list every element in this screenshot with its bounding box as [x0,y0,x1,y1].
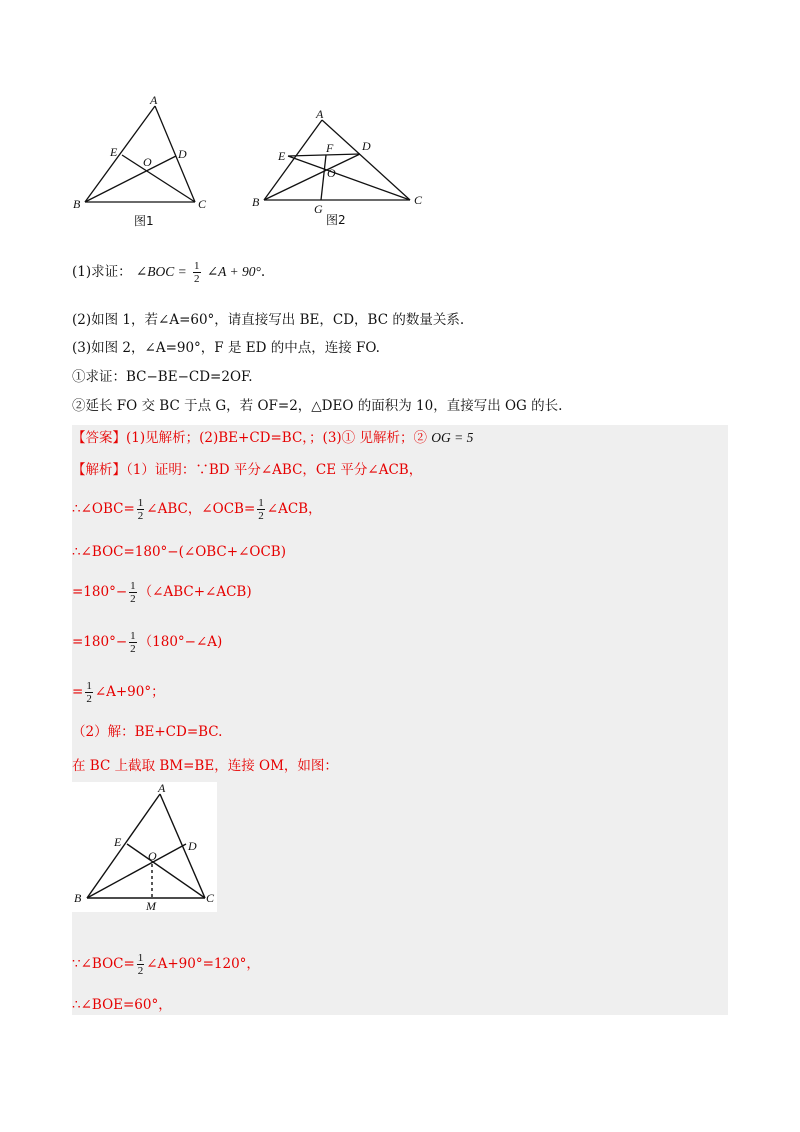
fraction-half: $\frac{1}{2}$ [258,497,264,522]
label-E: E [114,835,122,849]
question-1-prefix: (1)求证： [72,264,132,280]
question-3-part-2: ②延长 FO 交 BC 于点 G，若 OF=2，△DEO 的面积为 10，直接写出 OG 的长. [72,398,563,414]
question-3: (3)如图 2，∠A=90°，F 是 ED 的中点，连接 FO. [72,340,380,356]
question-1-rhs: ∠A + 90° [206,264,261,279]
label-C: C [414,193,423,207]
analysis-line-7: （2）解：BE+CD=BC. [72,724,223,740]
figure-1-caption: 图1 [134,214,154,228]
label-D: D [362,139,371,153]
fraction-half: $\frac{1}{2}$ [86,680,92,705]
fraction-half: $\frac{1}{2}$ [137,952,144,977]
analysis-label: 【解析】 [72,462,126,478]
analysis-line-2: ∴∠OBC= $\frac{1}{2}$ ∠ABC，∠OCB= $\frac{1}{2}$ ∠ACB， [72,497,322,522]
figure-2 [250,100,440,235]
fraction-half: $\frac{1}{2}$ [130,630,136,655]
figure-3 [72,782,217,912]
label-E: E [278,149,286,163]
analysis-line-5: =180°− $\frac{1}{2}$ （180°−∠A) [72,630,223,655]
figure-1 [70,90,220,240]
analysis-line-3: ∴∠BOC=180°−(∠OBC+∠OCB) [72,544,286,560]
analysis-line-4: =180°− $\frac{1}{2}$ （∠ABC+∠ACB) [72,580,252,605]
question-1: (1)求证： ∠BOC = $\frac{1}{2}$ ∠A + 90°. [72,260,266,285]
answer-line [72,428,473,448]
fraction-half: $\frac{1}{2}$ [130,580,136,605]
answer-body: (1)见解析；(2)BE+CD=BC，；(3)① 见解析；② [126,430,427,446]
question-2: (2)如图 1，若∠A=60°，请直接写出 BE，CD，BC 的数量关系. [72,312,465,328]
label-O: O [148,849,157,863]
label-F: F [326,141,334,155]
figure-2-caption: 图2 [326,213,346,227]
analysis-line-1: 【解析】（1）证明：∵BD 平分∠ABC，CE 平分∠ACB， [72,462,423,478]
analysis-line-6: = $\frac{1}{2}$ ∠A+90°； [72,680,165,705]
label-O: O [143,155,152,169]
label-A: A [316,107,324,121]
answer-og: OG = 5 [431,430,474,445]
label-O: O [327,166,336,180]
label-M: M [146,899,156,912]
label-D: D [188,839,197,853]
fraction-half: $\frac{1}{2}$ [137,497,144,522]
question-3-part-1: ①求证：BC−BE−CD=2OF. [72,369,253,385]
question-1-lhs: ∠BOC = [135,264,187,279]
label-B: B [252,195,260,209]
answer-label: 【答案】 [72,430,126,446]
fraction-half: $\frac{1}{2}$ [194,260,200,285]
label-G: G [314,202,323,216]
analysis-line-8: 在 BC 上截取 BM=BE，连接 OM，如图： [72,758,338,774]
label-C: C [198,197,207,211]
label-D: D [178,147,187,161]
label-E: E [110,145,118,159]
analysis-line-9: ∵∠BOC= $\frac{1}{2}$ ∠A+90°=120°， [72,952,260,977]
label-C: C [206,891,215,905]
label-A: A [150,93,158,107]
label-B: B [73,197,81,211]
label-A: A [158,782,166,795]
analysis-line-10: ∴∠BOE=60°， [72,997,172,1013]
label-B: B [74,891,82,905]
